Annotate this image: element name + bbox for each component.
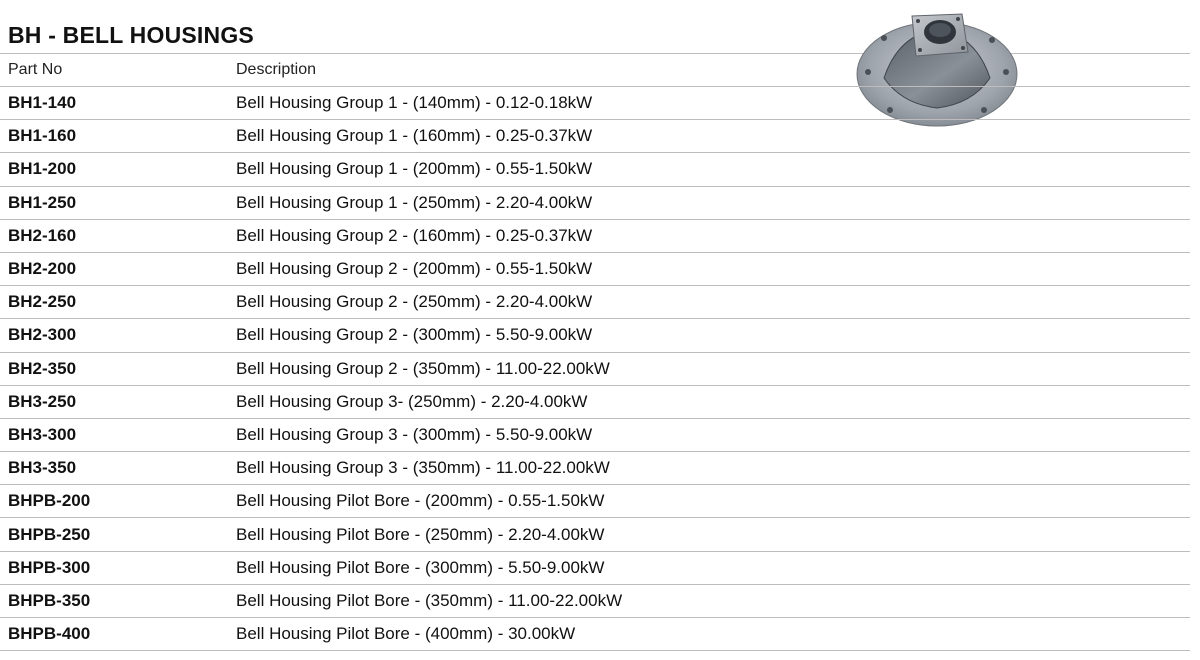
- table-row: [0, 386, 1190, 419]
- table-row: [0, 87, 1190, 120]
- table-row: [0, 452, 1190, 485]
- part-description: Bell Housing Pilot Bore - (250mm) - 2.20-4.00kW: [236, 524, 605, 544]
- part-number: BH3-250: [8, 391, 77, 411]
- table-row: [0, 253, 1190, 286]
- part-number: BHPB-400: [8, 624, 91, 644]
- table-row: [0, 187, 1190, 220]
- table-row: [0, 120, 1190, 153]
- table-row: [0, 585, 1190, 618]
- part-number: BH3-300: [8, 424, 77, 444]
- part-description: Bell Housing Group 2 - (160mm) - 0.25-0.37kW: [236, 225, 593, 245]
- part-number: BH2-200: [8, 259, 77, 279]
- column-header-description: Description: [236, 61, 317, 78]
- part-description: Bell Housing Group 1 - (200mm) - 0.55-1.50kW: [236, 159, 593, 179]
- part-description: Bell Housing Group 3 - (300mm) - 5.50-9.00kW: [236, 424, 593, 444]
- page-title: BH - BELL HOUSINGS: [8, 22, 254, 48]
- part-description: Bell Housing Group 3 - (350mm) - 11.00-22.00kW: [236, 458, 610, 478]
- part-description: Bell Housing Pilot Bore - (350mm) - 11.00-22.00kW: [236, 590, 623, 610]
- part-number: BH1-200: [8, 159, 77, 179]
- part-number: BH2-350: [8, 358, 77, 378]
- part-number: BHPB-200: [8, 491, 91, 511]
- part-description: Bell Housing Group 1 - (160mm) - 0.25-0.37kW: [236, 126, 593, 146]
- part-number: BH2-300: [8, 325, 77, 345]
- table-row: [0, 518, 1190, 551]
- table-row: [0, 552, 1190, 585]
- part-description: Bell Housing Group 2 - (350mm) - 11.00-22.00kW: [236, 358, 610, 378]
- part-description: Bell Housing Group 2 - (250mm) - 2.20-4.00kW: [236, 292, 593, 312]
- parts-table: [0, 54, 1190, 651]
- part-number: BHPB-300: [8, 557, 91, 577]
- part-number: BH1-160: [8, 126, 77, 146]
- table-row: [0, 319, 1190, 352]
- table-row: [0, 153, 1190, 186]
- table-row: [0, 286, 1190, 319]
- part-number: BH2-250: [8, 292, 77, 312]
- table-row: [0, 220, 1190, 253]
- part-number: BH2-160: [8, 225, 77, 245]
- part-description: Bell Housing Group 1 - (140mm) - 0.12-0.18kW: [236, 93, 593, 113]
- part-number: BHPB-350: [8, 590, 91, 610]
- table-row: [0, 353, 1190, 386]
- part-description: Bell Housing Pilot Bore - (200mm) - 0.55-1.50kW: [236, 491, 605, 511]
- part-number: BH3-350: [8, 458, 77, 478]
- part-description: Bell Housing Group 2 - (200mm) - 0.55-1.50kW: [236, 259, 593, 279]
- table-body: [0, 87, 1190, 651]
- part-description: Bell Housing Pilot Bore - (300mm) - 5.50-9.00kW: [236, 557, 605, 577]
- part-description: Bell Housing Group 1 - (250mm) - 2.20-4.00kW: [236, 192, 593, 212]
- part-number: BH1-140: [8, 93, 77, 113]
- column-header-part-no: Part No: [8, 61, 63, 78]
- part-description: Bell Housing Group 2 - (300mm) - 5.50-9.00kW: [236, 325, 593, 345]
- part-number: BHPB-250: [8, 524, 91, 544]
- table-row: [0, 618, 1190, 651]
- part-description: Bell Housing Pilot Bore - (400mm) - 30.00kW: [236, 624, 576, 644]
- part-number: BH1-250: [8, 192, 77, 212]
- table-row: [0, 419, 1190, 452]
- part-description: Bell Housing Group 3- (250mm) - 2.20-4.00kW: [236, 391, 588, 411]
- table-row: [0, 485, 1190, 518]
- table-header: [0, 54, 1190, 87]
